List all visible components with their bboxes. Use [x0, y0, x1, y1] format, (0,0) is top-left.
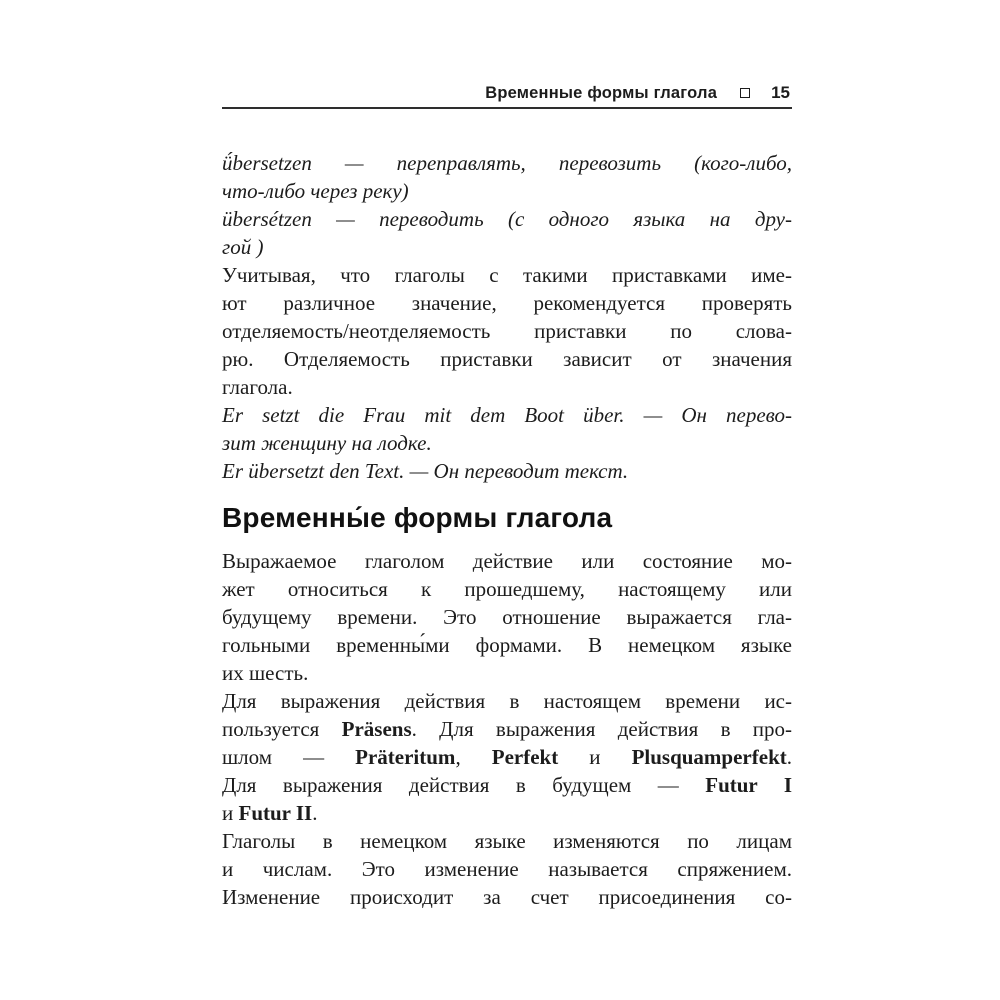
square-bullet-icon	[740, 88, 750, 98]
text-line: Выражаемое глаголом действие или состояние мо-	[222, 549, 792, 573]
running-header	[222, 84, 792, 102]
text-segment: и	[222, 801, 239, 825]
text-line: зит женщину на лодке.	[222, 431, 432, 455]
running-header-title: Временные формы глагола	[485, 83, 718, 102]
example-block-uebersetzen-inseparable	[222, 205, 792, 261]
text-line: Er setzt die Frau mit dem Boot über. — Он перево-	[222, 403, 792, 427]
term-bold: Plusquamperfekt	[631, 745, 787, 769]
text-segment: и	[558, 745, 632, 769]
text-segment: Для выражения действия в будущем —	[222, 773, 706, 797]
page-number: 15	[771, 83, 790, 102]
example-block-sentence-1	[222, 401, 792, 457]
term-bold: Präteritum	[355, 745, 456, 769]
text-segment: .	[786, 745, 792, 769]
text-line: жет относиться к прошедшему, настоящему или	[222, 577, 792, 601]
example-block-sentence-2	[222, 457, 792, 485]
text-segment: Для выражения действия в настоящем времени ис-	[222, 689, 792, 713]
text-line: ют различное значение, рекомендуется проверять	[222, 291, 792, 315]
body-text	[222, 149, 792, 911]
example-block-uebersetzen-separable	[222, 149, 792, 205]
text-line	[222, 799, 792, 827]
paragraph-conjugation	[222, 827, 792, 911]
text-line: гой )	[222, 235, 264, 259]
text-line	[222, 771, 792, 799]
paragraph-prefix-note	[222, 261, 792, 401]
text-line: übersétzen — переводить (с одного языка на дру-	[222, 207, 792, 231]
section-heading: Временны́е формы глагола	[222, 502, 613, 533]
text-line: будущему времени. Это отношение выражается гла-	[222, 605, 792, 629]
text-line: Er übersetzt den Text. — Он переводит текст.	[222, 459, 629, 483]
text-line: глагола.	[222, 375, 293, 399]
term-bold: Perfekt	[491, 745, 559, 769]
text-line: гольными временны́ми формами. В немецком языке	[222, 633, 792, 657]
text-line: ǘbersetzen — переправлять, перевозить (кого-либо,	[222, 151, 792, 175]
term-bold: Futur II	[238, 801, 313, 825]
text-line: что-либо через реку)	[222, 179, 409, 203]
text-segment: пользуется	[222, 717, 342, 741]
term-bold: Präsens	[341, 717, 412, 741]
text-line: Учитывая, что глаголы с такими приставками име-	[222, 263, 792, 287]
text-line	[222, 743, 792, 771]
text-line: отделяемость/неотделяемость приставки по слова-	[222, 319, 792, 343]
text-line: и числам. Это изменение называется спряжением.	[222, 857, 792, 881]
text-segment: . Для выражения действия в про-	[411, 717, 792, 741]
paragraph-tense-names	[222, 687, 792, 827]
header-rule	[222, 107, 792, 109]
text-segment: ,	[455, 745, 492, 769]
text-line: Изменение происходит за счет присоединения со-	[222, 885, 792, 909]
text-line: рю. Отделяемость приставки зависит от значения	[222, 347, 792, 371]
page-content-column	[222, 84, 792, 911]
text-segment: .	[312, 801, 318, 825]
paragraph-tense-intro	[222, 547, 792, 687]
text-line: их шесть.	[222, 661, 309, 685]
text-segment: шлом —	[222, 745, 356, 769]
text-line: Глаголы в немецком языке изменяются по лицам	[222, 829, 792, 853]
term-bold: Futur I	[705, 773, 793, 797]
text-line	[222, 715, 792, 743]
text-line	[222, 687, 792, 715]
